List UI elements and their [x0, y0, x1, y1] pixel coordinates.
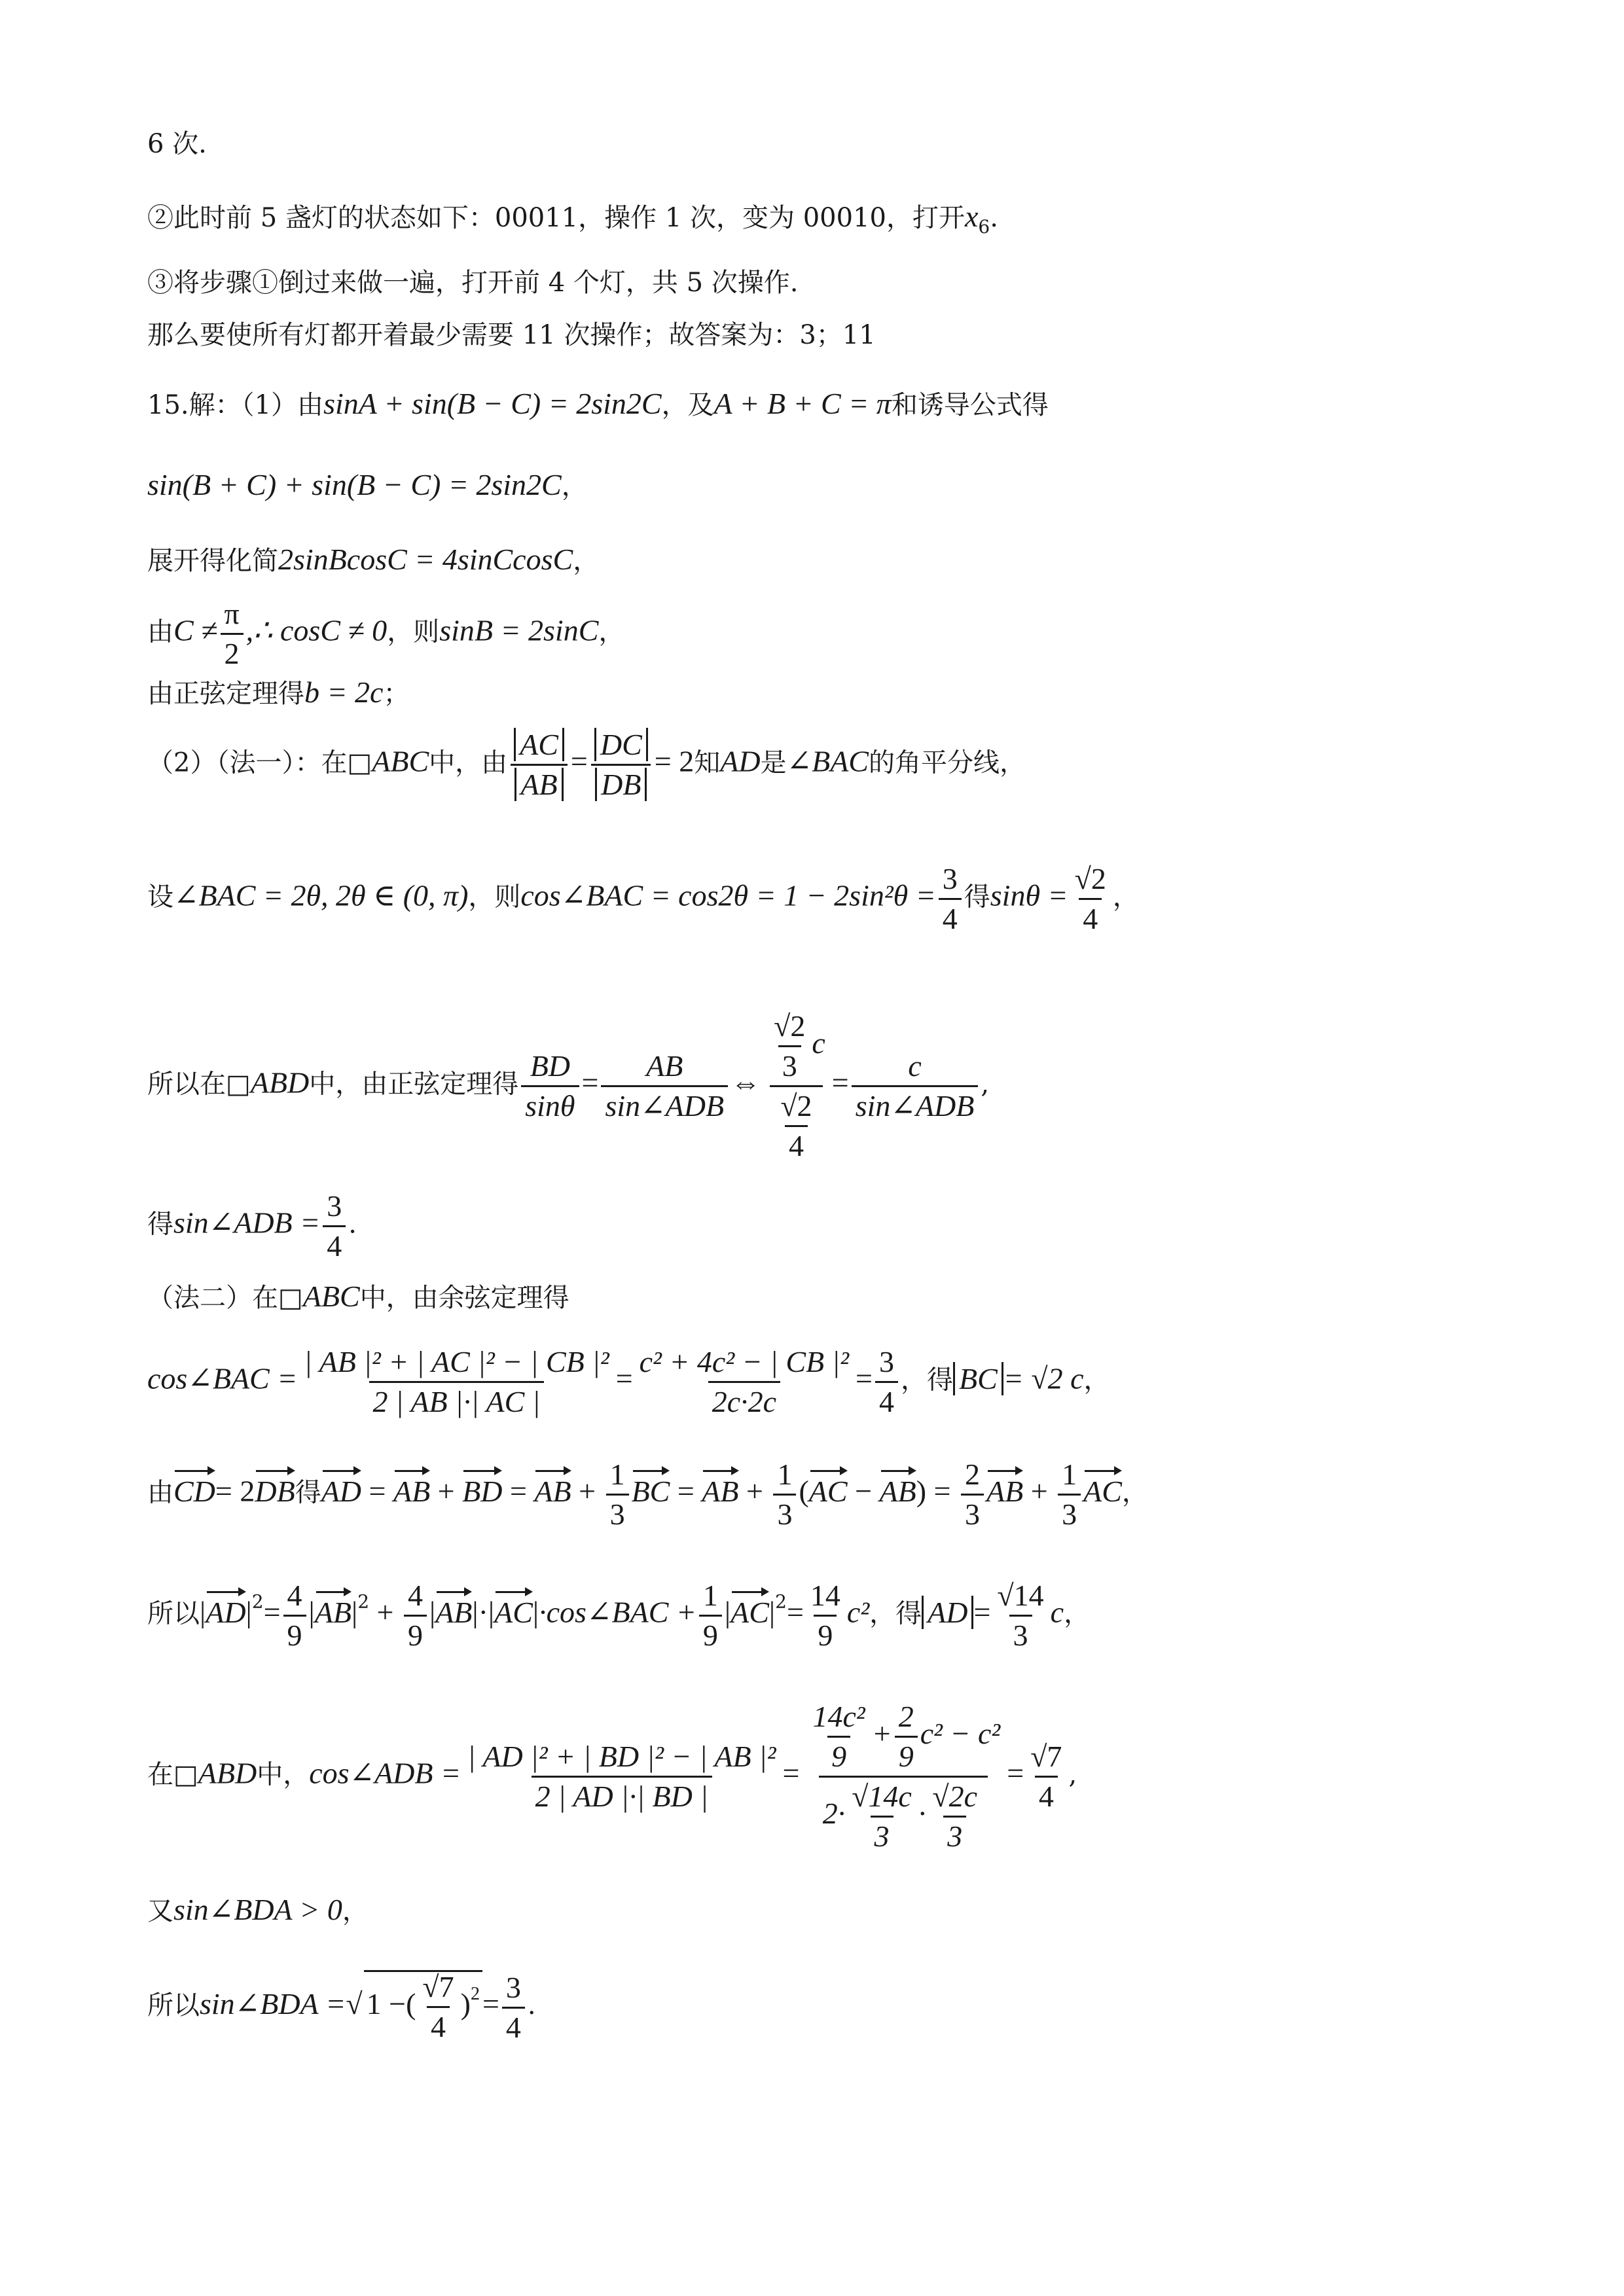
fraction-c-sinadb [852, 1051, 979, 1121]
text-induction-formula: 和诱导公式得 [891, 390, 1049, 420]
text-comma: ， [573, 546, 600, 576]
text-line-14 [147, 1282, 569, 1312]
text-comma: , [981, 1069, 990, 1100]
text-line-16: 由CD= 2DB得AD = AB + BD = AB + $\frac{1}{3}$ BC = AB + $\frac{1}{3}$ (AC − AB) = $\frac{2}{3}$ AB + $\frac{1}{3}$ AC， [147, 1458, 1148, 1531]
text-line-4 [147, 322, 876, 348]
math-sinb: sinB = 2sinC [439, 613, 599, 647]
fraction-compound-cos: $\frac{\text{14c²}}{9}$ + $\frac{2}{9}$ c² − c² 2· $\frac{√14c}{3}$ · $\frac{√2c}{3}$ [803, 1702, 1005, 1852]
fraction-1-3 [606, 1460, 629, 1530]
frac-denominator: 3 [778, 1045, 801, 1081]
frac-numerator: π [224, 597, 240, 630]
text-expand: 展开得化简 [147, 546, 278, 576]
fraction-ac-ab [510, 730, 568, 800]
frac-numerator: 14c² [812, 1700, 865, 1733]
text-comma: ， [598, 617, 625, 647]
text-line-2 [147, 202, 998, 236]
fraction-4-9 [283, 1581, 306, 1651]
text-6-times: 6 次. [147, 129, 207, 159]
math-expanded: 2sinBcosC = 4sinCcosC [278, 543, 573, 576]
vector-ab: AB [435, 1588, 472, 1628]
frac-numerator: 2 [964, 1458, 980, 1491]
text-line-5 [147, 389, 1049, 419]
vector-ac: AC [1083, 1467, 1122, 1507]
text-period: . [348, 1209, 357, 1240]
fraction-14-9 [806, 1581, 844, 1651]
frac-numerator: 3 [327, 1189, 342, 1223]
frac-denominator: 4 [323, 1225, 346, 1261]
frac-numerator: 1 [702, 1579, 718, 1612]
math-sin-bda: sin∠BDA = [200, 1987, 346, 2021]
math-sin-bda-positive: sin∠BDA > 0 [173, 1893, 342, 1926]
frac-numerator: c² + 4c² − | CB |² [639, 1345, 850, 1378]
frac-denominator: 4 [939, 898, 962, 934]
vector-ad: AD [321, 1467, 361, 1507]
text-is: 是 [760, 747, 787, 778]
fraction-root2c-3 [928, 1782, 981, 1852]
math-ad: AD [720, 744, 761, 778]
text-bisector: 的角平分线， [868, 747, 1026, 778]
text-line-20 [147, 1970, 536, 2043]
math-sin-adb: sin∠ADB = [173, 1206, 321, 1240]
text-line-7 [147, 545, 599, 575]
fraction-3-4 [939, 864, 962, 934]
text-get: 得 [964, 882, 990, 912]
math-x6-sub: 6 [978, 216, 990, 238]
text-period: . [990, 203, 998, 233]
frac-numerator: 1 [777, 1458, 793, 1491]
frac-denominator: 4 [875, 1381, 898, 1417]
text-line-18: 在□ABD中，cos∠ADB = $\frac{\text{| AD |² + | BD |² − | AB |²}}{2 | AD |\cdot| BD |}$ = $\frac{\text{14c²}}{9}$ + $\frac{2}{9}$ c² − c² 2· $\frac{√14c}{3}$ · $\frac{√2c}{3}$ = $\frac{√7}{4}$ , [147, 1700, 1077, 1853]
text-and: ，及 [661, 390, 714, 420]
fraction-bd-sintheta [521, 1051, 579, 1121]
text-step-3: ③将步骤①倒过来做一遍，打开前 4 个灯，共 5 次操作. [147, 268, 799, 298]
frac-numerator: √7 [422, 1970, 454, 2003]
math-cos-adb: cos∠ADB = [309, 1756, 461, 1790]
frac-numerator: 14 [810, 1579, 840, 1612]
frac-denominator: sin∠ADB [852, 1085, 979, 1121]
text-get: ，得 [869, 1598, 922, 1629]
text-line-3 [147, 270, 798, 296]
frac-denominator: 3 [606, 1494, 629, 1530]
fraction-cosine-law [300, 1347, 613, 1417]
text-line-6 [147, 470, 588, 500]
text-get: 得 [147, 1209, 173, 1240]
vector-ac: AC [809, 1467, 848, 1507]
text-line-15: cos∠BAC = $\frac{\text{| AB |² + | AC |² − | CB |²}}{2 | AB |\cdot| AC |}$ = $\frac{\text{c² + 4c² − | CB |²}}{2c\cdot 2c}$ = $\frac{3}{4}$ ，得 BC = √2 c， [147, 1345, 1110, 1418]
fraction-root2-4 [1071, 864, 1110, 934]
frac-denominator: 4 [427, 2006, 450, 2042]
frac-numerator: 4 [407, 1579, 423, 1612]
fraction-root2-3 [770, 1011, 809, 1081]
frac-numerator: BD [530, 1049, 571, 1083]
abs-dc: DC [594, 728, 648, 761]
fraction-pi-over-2 [220, 599, 243, 669]
frac-numerator: √2 [780, 1089, 812, 1122]
abs-bc: BC [953, 1362, 1003, 1395]
vector-ad: AD [206, 1588, 245, 1628]
fraction-root2-4 [776, 1091, 816, 1161]
fraction-14c2-9 [809, 1702, 869, 1772]
text-get: ，得 [901, 1365, 953, 1395]
text-then: ，则 [468, 882, 521, 912]
math-2-dot: 2· [822, 1797, 846, 1831]
text-comma: ， [1121, 1477, 1148, 1508]
frac-numerator: √2c [932, 1780, 978, 1813]
frac-denominator: 9 [814, 1615, 837, 1651]
frac-denominator: 3 [1058, 1494, 1081, 1530]
text-sine-law: 由正弦定理得 [147, 679, 304, 709]
fraction-root14c-3 [848, 1782, 916, 1852]
frac-numerator: 4 [287, 1579, 302, 1612]
text-answer: 那么要使所有灯都开着最少需要 11 次操作；故答案为：3；11 [147, 320, 876, 350]
math-c2-minus-c2: c² − c² [920, 1717, 1001, 1751]
text-line-13 [147, 1191, 357, 1261]
frac-denominator: 3 [773, 1494, 796, 1530]
text-method-1: （2）（法一）：在□ [147, 747, 372, 778]
text-line-17: 所以$|AD|^2=$ $\frac{4}{9}$ $|AB|^2$ + $\frac{4}{9}$ |AB|·|AC|·cos∠BAC + $\frac{1}{9}$ $|AC|^2=$ $\frac{14}{9}$ c²，得 AD = $\frac{√14}{3}$ c， [147, 1579, 1091, 1652]
math-angle-bac: ∠BAC [786, 744, 869, 778]
frac-denominator: 3 [1009, 1615, 1032, 1651]
abs-ad: AD [922, 1596, 973, 1629]
frac-numerator: | AD |² + | BD |² − | AB |² [467, 1740, 776, 1773]
fraction-4-9 [404, 1581, 427, 1651]
frac-numerator: AB [646, 1049, 683, 1083]
frac-numerator: 1 [609, 1458, 625, 1491]
text-comma: ， [1083, 1365, 1110, 1395]
math-c: c [812, 1026, 825, 1060]
frac-numerator: c [908, 1049, 922, 1083]
text-comma: , [1068, 1759, 1077, 1790]
text-so: 所以 [147, 1990, 200, 2021]
text-step-2: ②此时前 5 盏灯的状态如下：00011，操作 1 次，变为 00010，打开 [147, 203, 965, 233]
frac-numerator: √2 [774, 1009, 806, 1043]
frac-numerator: √7 [1030, 1740, 1062, 1773]
fraction-ab-sinadb [601, 1051, 728, 1121]
fraction-3-4 [502, 1970, 525, 2044]
frac-numerator: √2 [1074, 862, 1106, 895]
vector-bd: BD [462, 1467, 502, 1507]
math-cos-double: cos∠BAC = cos2θ = 1 − 2sin²θ = [520, 878, 936, 912]
abs-ab: AB [514, 768, 563, 801]
text-semicolon: ； [383, 679, 410, 709]
math-triangle-abd: ABD [250, 1066, 310, 1100]
frac-denominator: 3 [943, 1816, 966, 1852]
math-angle-sum: A + B + C = π [713, 387, 892, 420]
text-comma: ， [1112, 882, 1139, 912]
frac-denominator: 4 [502, 2007, 525, 2043]
text-comma: ， [342, 1896, 369, 1926]
math-eq: = [482, 1987, 499, 2021]
fraction-2-9 [895, 1702, 918, 1772]
text-line-1 [147, 131, 207, 157]
vector-bc: BC [632, 1467, 670, 1507]
frac-numerator: 3 [879, 1345, 894, 1378]
frac-numerator: | AB |² + | AC |² − | CB |² [304, 1345, 609, 1378]
text-so: 所以 [147, 1598, 200, 1629]
sqrt-symbol: √ [346, 1987, 363, 2021]
frac-denominator: 4 [1035, 1776, 1058, 1812]
fraction-1-3 [773, 1460, 796, 1530]
text-comma: ， [1064, 1598, 1091, 1629]
fraction-cosine-law-adb [463, 1742, 780, 1812]
math-square: 2 [470, 1984, 480, 2005]
frac-denominator: sin∠ADB [601, 1085, 728, 1121]
math-b-eq-2c: b = 2c [304, 675, 384, 709]
vector-ab: AB [880, 1467, 916, 1507]
frac-denominator: 3 [871, 1816, 893, 1852]
fraction-3-4 [323, 1191, 346, 1261]
math-c: c [1050, 1595, 1064, 1629]
text-period: . [527, 1990, 536, 2021]
vector-ac: AC [731, 1588, 769, 1628]
text-in: 在□ [147, 1759, 198, 1790]
frac-denominator: 2 | AB |·| AC | [369, 1381, 545, 1417]
text-line-11 [147, 864, 1139, 934]
frac-numerator: 2 [898, 1700, 914, 1733]
vector-db: DB [255, 1467, 295, 1507]
text-then: ，则 [387, 617, 440, 647]
frac-denominator: 3 [961, 1494, 984, 1530]
text-so-in: 所以在□ [147, 1069, 251, 1100]
frac-numerator: 3 [505, 1970, 521, 2004]
fraction-1-3 [1058, 1460, 1081, 1530]
sqrt-body: 1 −( $\frac{√7}{4}$ )$^2$ [364, 1970, 482, 2042]
frac-numerator: 3 [942, 862, 958, 895]
text-line-8 [147, 599, 624, 669]
math-sin-theta: sinθ = [990, 878, 1068, 912]
vector-ab: AB [986, 1467, 1023, 1507]
text-know: 知 [694, 747, 721, 778]
abs-ac: AC [514, 728, 564, 761]
fraction-root7-4 [418, 1972, 458, 2042]
math-eq-2: = 2 [654, 744, 695, 778]
text-get: 得 [295, 1477, 321, 1508]
text-in-comma: 中， [257, 1759, 310, 1790]
vector-ac: AC [494, 1588, 533, 1628]
fraction-root14-3 [993, 1581, 1047, 1651]
math-eq-2: = 2 [215, 1474, 255, 1508]
vector-ab: AB [315, 1588, 352, 1628]
frac-denominator: 4 [1079, 898, 1102, 934]
math-root2-c: = √2 c [1003, 1361, 1084, 1395]
frac-numerator: √14c [852, 1780, 912, 1813]
frac-denominator: 9 [699, 1615, 722, 1651]
text-problem-15: 15.解：（1）由 [147, 390, 324, 420]
text-method-2: （法二）在□ [147, 1283, 303, 1313]
fraction-3-4 [875, 1347, 898, 1417]
text-line-10: （2）（法一）：在□ABC中，由 $\frac{AC}{AB}$ = $\frac{DC}{DB}$ = 2知AD是∠BAC的角平分线， [147, 728, 1026, 801]
frac-denominator: 9 [283, 1615, 306, 1651]
text-by: 由 [147, 617, 173, 647]
frac-numerator: 1 [1062, 1458, 1077, 1491]
vector-ab: AB [702, 1467, 738, 1507]
text-line-9 [147, 677, 409, 708]
math-x6: x [964, 200, 979, 233]
fraction-root7-4 [1026, 1742, 1066, 1812]
fraction-compound [763, 1011, 829, 1161]
math-c-neq: C ≠ [173, 613, 218, 647]
frac-denominator: 4 [785, 1125, 808, 1161]
frac-denominator: 2c·2c [708, 1381, 780, 1417]
text-line-12: 所以在□ABD中，由正弦定理得 $\frac{BD}{\sin\theta}$ = $\frac{AB}{\text{sin∠ADB}}$ ⇔ $\frac{√2}{3}$ c $\frac{√2}{4}$ = $\frac{c}{\text{sin∠ADB}}$ , [147, 1009, 990, 1162]
text-comma: ， [561, 471, 588, 501]
text-in-by: 中，由 [429, 747, 508, 778]
abs-db: DB [595, 768, 647, 801]
math-given-equation: sinA + sin(B − C) = 2sin2C [323, 387, 662, 420]
text-line-19 [147, 1895, 369, 1925]
math-c-squared: c² [846, 1595, 870, 1629]
math-cos-bac: cos∠BAC = [147, 1361, 298, 1395]
math-cos-bac: ·cos∠BAC + [539, 1595, 696, 1629]
math-triangle-abd: ABD [198, 1756, 257, 1790]
text-also: 又 [147, 1896, 173, 1926]
math-cosc-neq-0: ,∴ cosC ≠ 0 [245, 613, 388, 647]
vector-cd: CD [173, 1467, 215, 1507]
text-cosine-law: 中，由余弦定理得 [359, 1283, 569, 1313]
frac-denominator: 2 | AD |·| BD | [532, 1776, 712, 1812]
frac-denominator: sinθ [521, 1085, 579, 1121]
text-sine-law: 中，由正弦定理得 [309, 1069, 519, 1100]
text-by: 由 [147, 1477, 173, 1508]
text-let: 设 [147, 882, 173, 912]
math-triangle-abc: ABC [372, 744, 429, 778]
fraction-2-3 [961, 1460, 984, 1530]
fraction-1-9 [699, 1581, 722, 1651]
frac-denominator: 9 [404, 1615, 427, 1651]
fraction-substituted [636, 1347, 853, 1417]
vector-ab: AB [393, 1467, 430, 1507]
frac-denominator: 9 [895, 1736, 918, 1772]
math-sin-sum: sin(B + C) + sin(B − C) = 2sin2C [147, 468, 562, 501]
math-one-minus: 1 − [366, 1987, 406, 2021]
frac-denominator: 9 [827, 1736, 850, 1772]
frac-denominator: 2 [221, 633, 244, 669]
math-angle-def: ∠BAC = 2θ, 2θ ∈ (0, π) [173, 878, 469, 912]
fraction-dc-db [590, 730, 652, 800]
math-iff: ⇔ [731, 1066, 761, 1100]
vector-ab: AB [534, 1467, 571, 1507]
math-triangle-abc: ABC [302, 1280, 360, 1313]
frac-numerator: √14 [997, 1579, 1044, 1612]
